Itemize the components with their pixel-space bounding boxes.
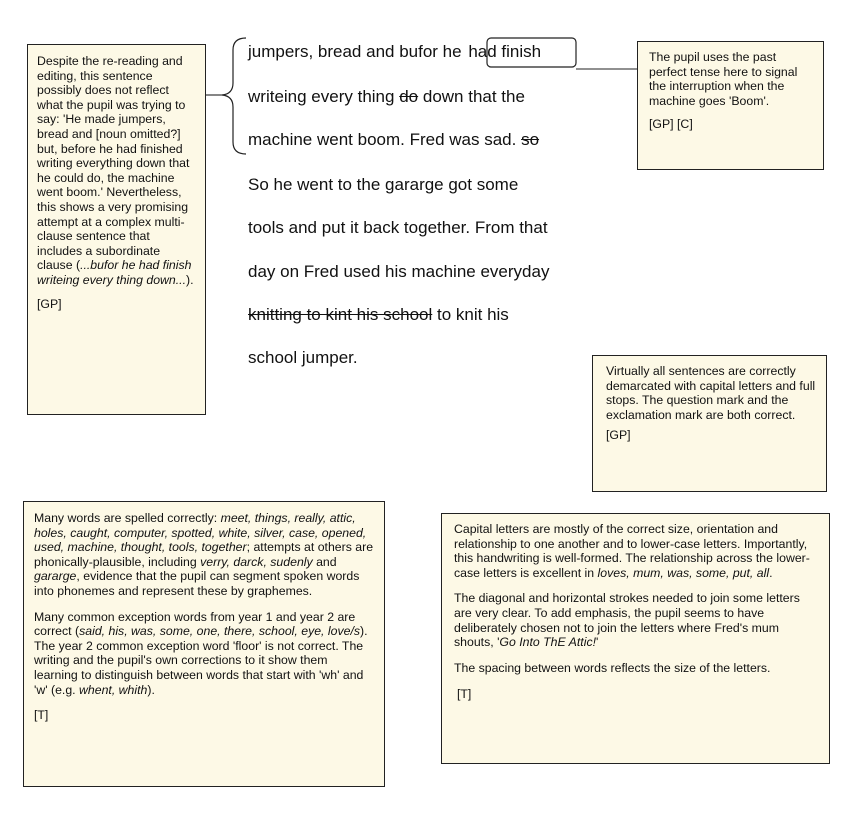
annotation-paragraph-2: The diagonal and horizontal strokes needed to join some letters are very clear. To add emphasis, the pupil seems to have deliberately chosen not to join the letters where Fred's mum shouts, 'Go Into ThE Attic!': [454, 591, 800, 650]
annotation-tag: [T]: [457, 687, 472, 702]
sample-line-8: school jumper.: [248, 348, 358, 367]
curly-brace: [222, 38, 246, 154]
annotation-tag: [T]: [34, 708, 49, 723]
annotation-sentence-structure: [27, 44, 206, 415]
crossed-out-word: do: [399, 87, 419, 106]
annotation-tag: [GP]: [606, 428, 631, 443]
annotation-paragraph-1: Capital letters are mostly of the correct size, orientation and relationship to one another and to lower-case letters. Importantly, this handwriting is well-formed. The relationship across the lower-case letters is excellent in loves, mum, was, some, put, all.: [454, 522, 810, 580]
annotation-demarcation: [592, 355, 827, 492]
sample-line-6: day on Fred used his machine everyday: [248, 262, 550, 281]
annotation-text: Despite the re-reading and editing, this sentence possibly does not reflect what the pupil was trying to say: 'He made jumpers, bread and [noun omitted?] but, before he had finished writing everything down that he could do, the machine went boom.' Nevertheless, this shows a very promising attempt at a complex multi-clause sentence that includes a subordinate clause (...bufor he had finish writeing every thing down...).: [37, 54, 194, 287]
annotation-handwriting: [441, 513, 830, 764]
annotation-paragraph-2: Many common exception words from year 1 and year 2 are correct (said, his, was, some, one, there, school, eye, love/s). The year 2 common exception word 'floor' is not correct. The writing and the pupil's own corrections to it show them learning to distinguish between words that start with 'wh' and 'w' (e.g. whent, whith).: [34, 609, 368, 697]
sample-line-2: writeing every thing do down that the: [248, 87, 525, 106]
sample-line-1: jumpers, bread and bufor he had finish: [248, 42, 542, 61]
annotation-text: Virtually all sentences are correctly demarcated with capital letters and full stops. The question mark and the exclamation mark are both correct.: [606, 364, 816, 422]
annotation-spelling: [23, 501, 385, 787]
crossed-out-phrase: knitting to kint his school: [248, 305, 433, 324]
annotation-tag: [GP]: [37, 296, 62, 311]
annotation-past-perfect: [637, 41, 824, 170]
highlighted-phrase: had finish: [468, 42, 542, 61]
annotation-paragraph-3: The spacing between words reflects the size of the letters.: [454, 660, 771, 675]
sample-line-4: So he went to the gararge got some: [248, 175, 519, 194]
annotation-tag: [GP] [C]: [649, 117, 693, 132]
annotation-text: The pupil uses the past perfect tense here to signal the interruption when the machine goes 'Boom'.: [649, 50, 798, 108]
sample-line-5: tools and put it back together. From that: [248, 218, 548, 237]
annotation-paragraph-1: Many words are spelled correctly: meet, things, really, attic, holes, caught, computer, spotted, white, silver, case, opened, used, machine, thought, tools, together; attempts at others are phonically-plausible, including verry, darck, sudenly and gararge, evidence that the pupil can segment spoken words into phonemes and represent these by graphemes.: [34, 511, 374, 598]
sample-line-3: machine went boom. Fred was sad. so: [248, 130, 540, 149]
crossed-out-word: so: [521, 130, 540, 149]
sample-line-7: knitting to kint his school to knit his: [248, 305, 509, 324]
